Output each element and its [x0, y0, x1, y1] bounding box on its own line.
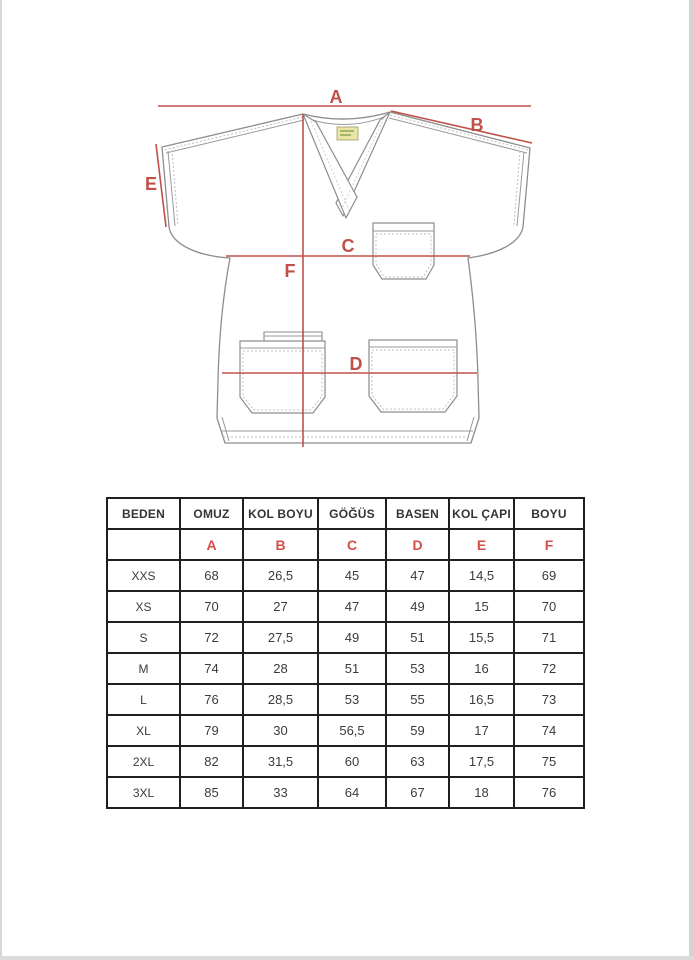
value-cell: 47 [386, 560, 449, 591]
value-cell: 49 [318, 622, 386, 653]
header-cell: BASEN [386, 498, 449, 529]
header-row [107, 498, 584, 529]
page-edge-right [689, 0, 694, 960]
value-cell: 53 [318, 684, 386, 715]
measure-label-e: E [144, 174, 158, 194]
measure-label-d: D [349, 354, 363, 374]
value-cell: 63 [386, 746, 449, 777]
value-cell: 17 [449, 715, 514, 746]
value-cell: 71 [514, 622, 584, 653]
value-cell: 60 [318, 746, 386, 777]
value-cell: 28,5 [243, 684, 318, 715]
letter-cell: F [514, 529, 584, 560]
value-cell: 75 [514, 746, 584, 777]
scrub-top-diagram [140, 85, 545, 455]
size-cell: L [107, 684, 180, 715]
measure-label-a: A [329, 87, 343, 107]
page-edge-bottom [0, 956, 694, 960]
value-cell: 31,5 [243, 746, 318, 777]
value-cell: 74 [180, 653, 243, 684]
value-cell: 16,5 [449, 684, 514, 715]
value-cell: 70 [180, 591, 243, 622]
value-cell: 15,5 [449, 622, 514, 653]
measure-letter-row [107, 529, 584, 560]
value-cell: 26,5 [243, 560, 318, 591]
value-cell: 69 [514, 560, 584, 591]
right-hip-pocket [369, 340, 457, 412]
value-cell: 55 [386, 684, 449, 715]
table-row [107, 715, 584, 746]
value-cell: 33 [243, 777, 318, 808]
header-cell: BEDEN [107, 498, 180, 529]
size-cell: M [107, 653, 180, 684]
value-cell: 73 [514, 684, 584, 715]
value-cell: 53 [386, 653, 449, 684]
table-row [107, 591, 584, 622]
value-cell: 70 [514, 591, 584, 622]
header-cell: OMUZ [180, 498, 243, 529]
empty-cell [107, 529, 180, 560]
header-cell: GÖĞÜS [318, 498, 386, 529]
measure-label-f: F [284, 261, 296, 281]
value-cell: 16 [449, 653, 514, 684]
value-cell: 74 [514, 715, 584, 746]
letter-cell: B [243, 529, 318, 560]
garment-outline [162, 112, 530, 443]
letter-cell: E [449, 529, 514, 560]
size-cell: XL [107, 715, 180, 746]
collar-label-tag [337, 127, 358, 140]
letter-cell: D [386, 529, 449, 560]
value-cell: 76 [514, 777, 584, 808]
size-cell: XXS [107, 560, 180, 591]
value-cell: 79 [180, 715, 243, 746]
value-cell: 18 [449, 777, 514, 808]
table-row [107, 653, 584, 684]
value-cell: 67 [386, 777, 449, 808]
value-cell: 72 [514, 653, 584, 684]
table-row [107, 622, 584, 653]
value-cell: 28 [243, 653, 318, 684]
value-cell: 49 [386, 591, 449, 622]
header-cell: KOL BOYU [243, 498, 318, 529]
table-row [107, 560, 584, 591]
size-cell: S [107, 622, 180, 653]
scrub-top-diagram-svg [140, 85, 545, 455]
value-cell: 72 [180, 622, 243, 653]
chest-pocket [373, 223, 434, 279]
letter-cell: C [318, 529, 386, 560]
table-row [107, 684, 584, 715]
value-cell: 17,5 [449, 746, 514, 777]
value-cell: 85 [180, 777, 243, 808]
value-cell: 51 [318, 653, 386, 684]
value-cell: 51 [386, 622, 449, 653]
size-cell: 2XL [107, 746, 180, 777]
size-chart-table [106, 497, 585, 809]
value-cell: 15 [449, 591, 514, 622]
value-cell: 27,5 [243, 622, 318, 653]
value-cell: 45 [318, 560, 386, 591]
measure-label-b: B [470, 115, 484, 135]
value-cell: 82 [180, 746, 243, 777]
value-cell: 27 [243, 591, 318, 622]
header-cell: BOYU [514, 498, 584, 529]
value-cell: 14,5 [449, 560, 514, 591]
value-cell: 56,5 [318, 715, 386, 746]
value-cell: 59 [386, 715, 449, 746]
size-cell: 3XL [107, 777, 180, 808]
value-cell: 76 [180, 684, 243, 715]
header-cell: KOL ÇAPI [449, 498, 514, 529]
table-row [107, 746, 584, 777]
size-cell: XS [107, 591, 180, 622]
page-edge-left [0, 0, 2, 960]
measure-label-c: C [341, 236, 355, 256]
table-row [107, 777, 584, 808]
value-cell: 68 [180, 560, 243, 591]
value-cell: 64 [318, 777, 386, 808]
value-cell: 30 [243, 715, 318, 746]
letter-cell: A [180, 529, 243, 560]
value-cell: 47 [318, 591, 386, 622]
